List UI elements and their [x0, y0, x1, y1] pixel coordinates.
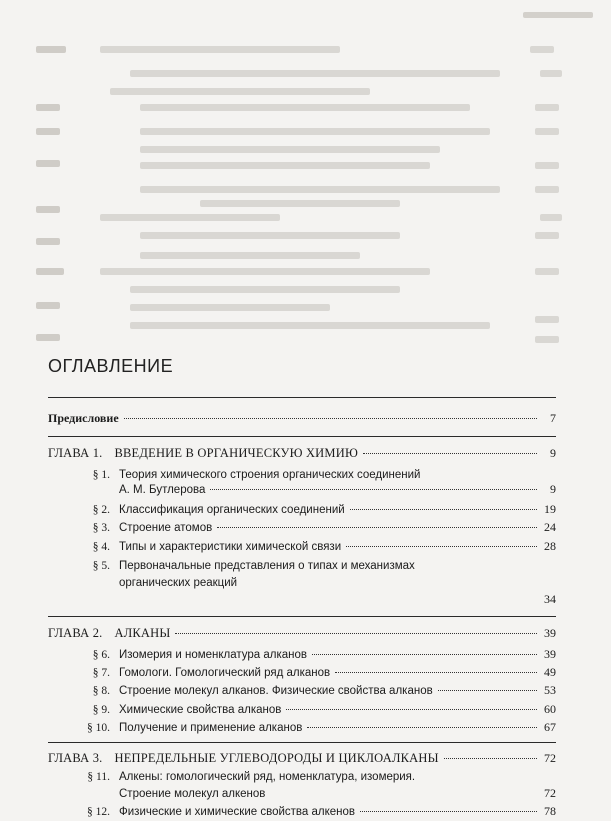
chapter-title: НЕПРЕДЕЛЬНЫЕ УГЛЕВОДОРОДЫ И ЦИКЛОАЛКАНЫ — [114, 751, 439, 765]
page-number: 24 — [544, 520, 556, 534]
toc-section-9[interactable] — [82, 702, 556, 718]
section-title: Строение атомов — [119, 522, 213, 534]
page-number: 72 — [544, 786, 556, 800]
section-title: Теория химического строения органических соединений — [119, 469, 421, 481]
toc-section-11-continuation[interactable] — [119, 786, 556, 802]
section-title: Получение и применение алканов — [119, 722, 303, 734]
page-number: 72 — [544, 751, 556, 765]
chapter-code: ГЛАВА 1. — [48, 446, 103, 460]
page-number: 19 — [544, 502, 556, 516]
toc-section-3[interactable] — [82, 520, 556, 536]
dot-leader — [286, 709, 537, 710]
dot-leader — [346, 546, 537, 547]
section-title: Гомологи. Гомологический ряд алканов — [119, 667, 331, 679]
page-title: ОГЛАВЛЕНИЕ — [48, 356, 174, 376]
section-title: Типы и характеристики химической связи — [119, 541, 342, 553]
section-code: § 5. — [92, 560, 110, 572]
section-title: Физические и химические свойства алкенов — [119, 806, 356, 818]
section-title: Первоначальные представления о типах и механизмах — [119, 560, 415, 572]
dot-leader — [124, 418, 537, 419]
toc-section-5-page[interactable] — [119, 592, 556, 607]
section-code: § 4. — [92, 541, 110, 553]
page-number: 67 — [544, 720, 556, 734]
toc-section-1-continuation[interactable] — [119, 482, 556, 498]
section-code: § 6. — [92, 649, 110, 661]
page-number: 78 — [544, 804, 556, 818]
toc-entry-preface[interactable] — [48, 411, 556, 426]
dot-leader — [444, 758, 537, 759]
running-header-bleed — [523, 12, 593, 18]
section-title: Строение молекул алканов. Физические свойства алканов — [119, 685, 433, 697]
chapter-title: ВВЕДЕНИЕ В ОРГАНИЧЕСКУЮ ХИМИЮ — [114, 446, 358, 460]
toc-section-7[interactable] — [82, 665, 556, 681]
toc-chapter-1[interactable] — [48, 446, 556, 461]
section-title: Изомерия и номенклатура алканов — [119, 649, 308, 661]
section-title-continuation: органических реакций — [119, 577, 238, 589]
divider — [48, 397, 556, 398]
toc-section-11[interactable] — [82, 769, 556, 785]
toc-chapter-3[interactable] — [48, 751, 556, 766]
page-number: 39 — [544, 626, 556, 640]
toc-section-5-continuation[interactable] — [119, 575, 556, 591]
chapter-title: АЛКАНЫ — [114, 626, 171, 640]
dot-leader — [217, 527, 537, 528]
section-code: § 2. — [92, 504, 110, 516]
divider — [48, 616, 556, 617]
page-number: 39 — [544, 647, 556, 661]
page-number: 60 — [544, 702, 556, 716]
section-title: Химические свойства алканов — [119, 704, 282, 716]
divider — [48, 436, 556, 437]
toc-section-2[interactable] — [82, 502, 556, 518]
page-number: 49 — [544, 665, 556, 679]
section-code: § 8. — [92, 685, 110, 697]
toc-chapter-2[interactable] — [48, 626, 556, 641]
page-number: 9 — [550, 446, 556, 460]
section-title: Классификация органических соединений — [119, 504, 345, 516]
preface-label: Предисловие — [48, 411, 119, 425]
dot-leader — [312, 654, 537, 655]
section-code: § 7. — [92, 667, 110, 679]
toc-section-4[interactable] — [82, 539, 556, 555]
toc-section-8[interactable] — [82, 683, 556, 699]
chapter-code: ГЛАВА 3. — [48, 751, 103, 765]
dot-leader — [307, 727, 537, 728]
dot-leader — [175, 633, 537, 634]
section-code: § 11. — [87, 771, 110, 783]
toc-section-5[interactable] — [82, 558, 556, 574]
section-code: § 3. — [92, 522, 110, 534]
page-number: 9 — [550, 482, 556, 496]
page-number: 28 — [544, 539, 556, 553]
reverse-page-bleed-through — [0, 0, 611, 345]
section-code: § 1. — [92, 469, 110, 481]
section-title: Алкены: гомологический ряд, номенклатура, изомерия. — [119, 771, 416, 783]
chapter-code: ГЛАВА 2. — [48, 626, 103, 640]
page-number: 7 — [550, 411, 556, 425]
section-code: § 10. — [87, 722, 110, 734]
dot-leader — [350, 509, 537, 510]
toc-section-6[interactable] — [82, 647, 556, 663]
page-number: 34 — [544, 592, 556, 606]
toc-section-10[interactable] — [82, 720, 556, 736]
dot-leader — [438, 690, 537, 691]
toc-section-12[interactable] — [82, 804, 556, 820]
section-title-continuation: А. М. Бутлерова — [119, 484, 206, 496]
dot-leader — [363, 453, 537, 454]
divider — [48, 742, 556, 743]
dot-leader — [210, 489, 537, 490]
page-number: 53 — [544, 683, 556, 697]
dot-leader — [360, 811, 537, 812]
toc-section-1[interactable] — [82, 467, 556, 483]
dot-leader — [335, 672, 537, 673]
section-title-continuation: Строение молекул алкенов — [119, 788, 266, 800]
section-code: § 12. — [87, 806, 110, 818]
section-code: § 9. — [92, 704, 110, 716]
